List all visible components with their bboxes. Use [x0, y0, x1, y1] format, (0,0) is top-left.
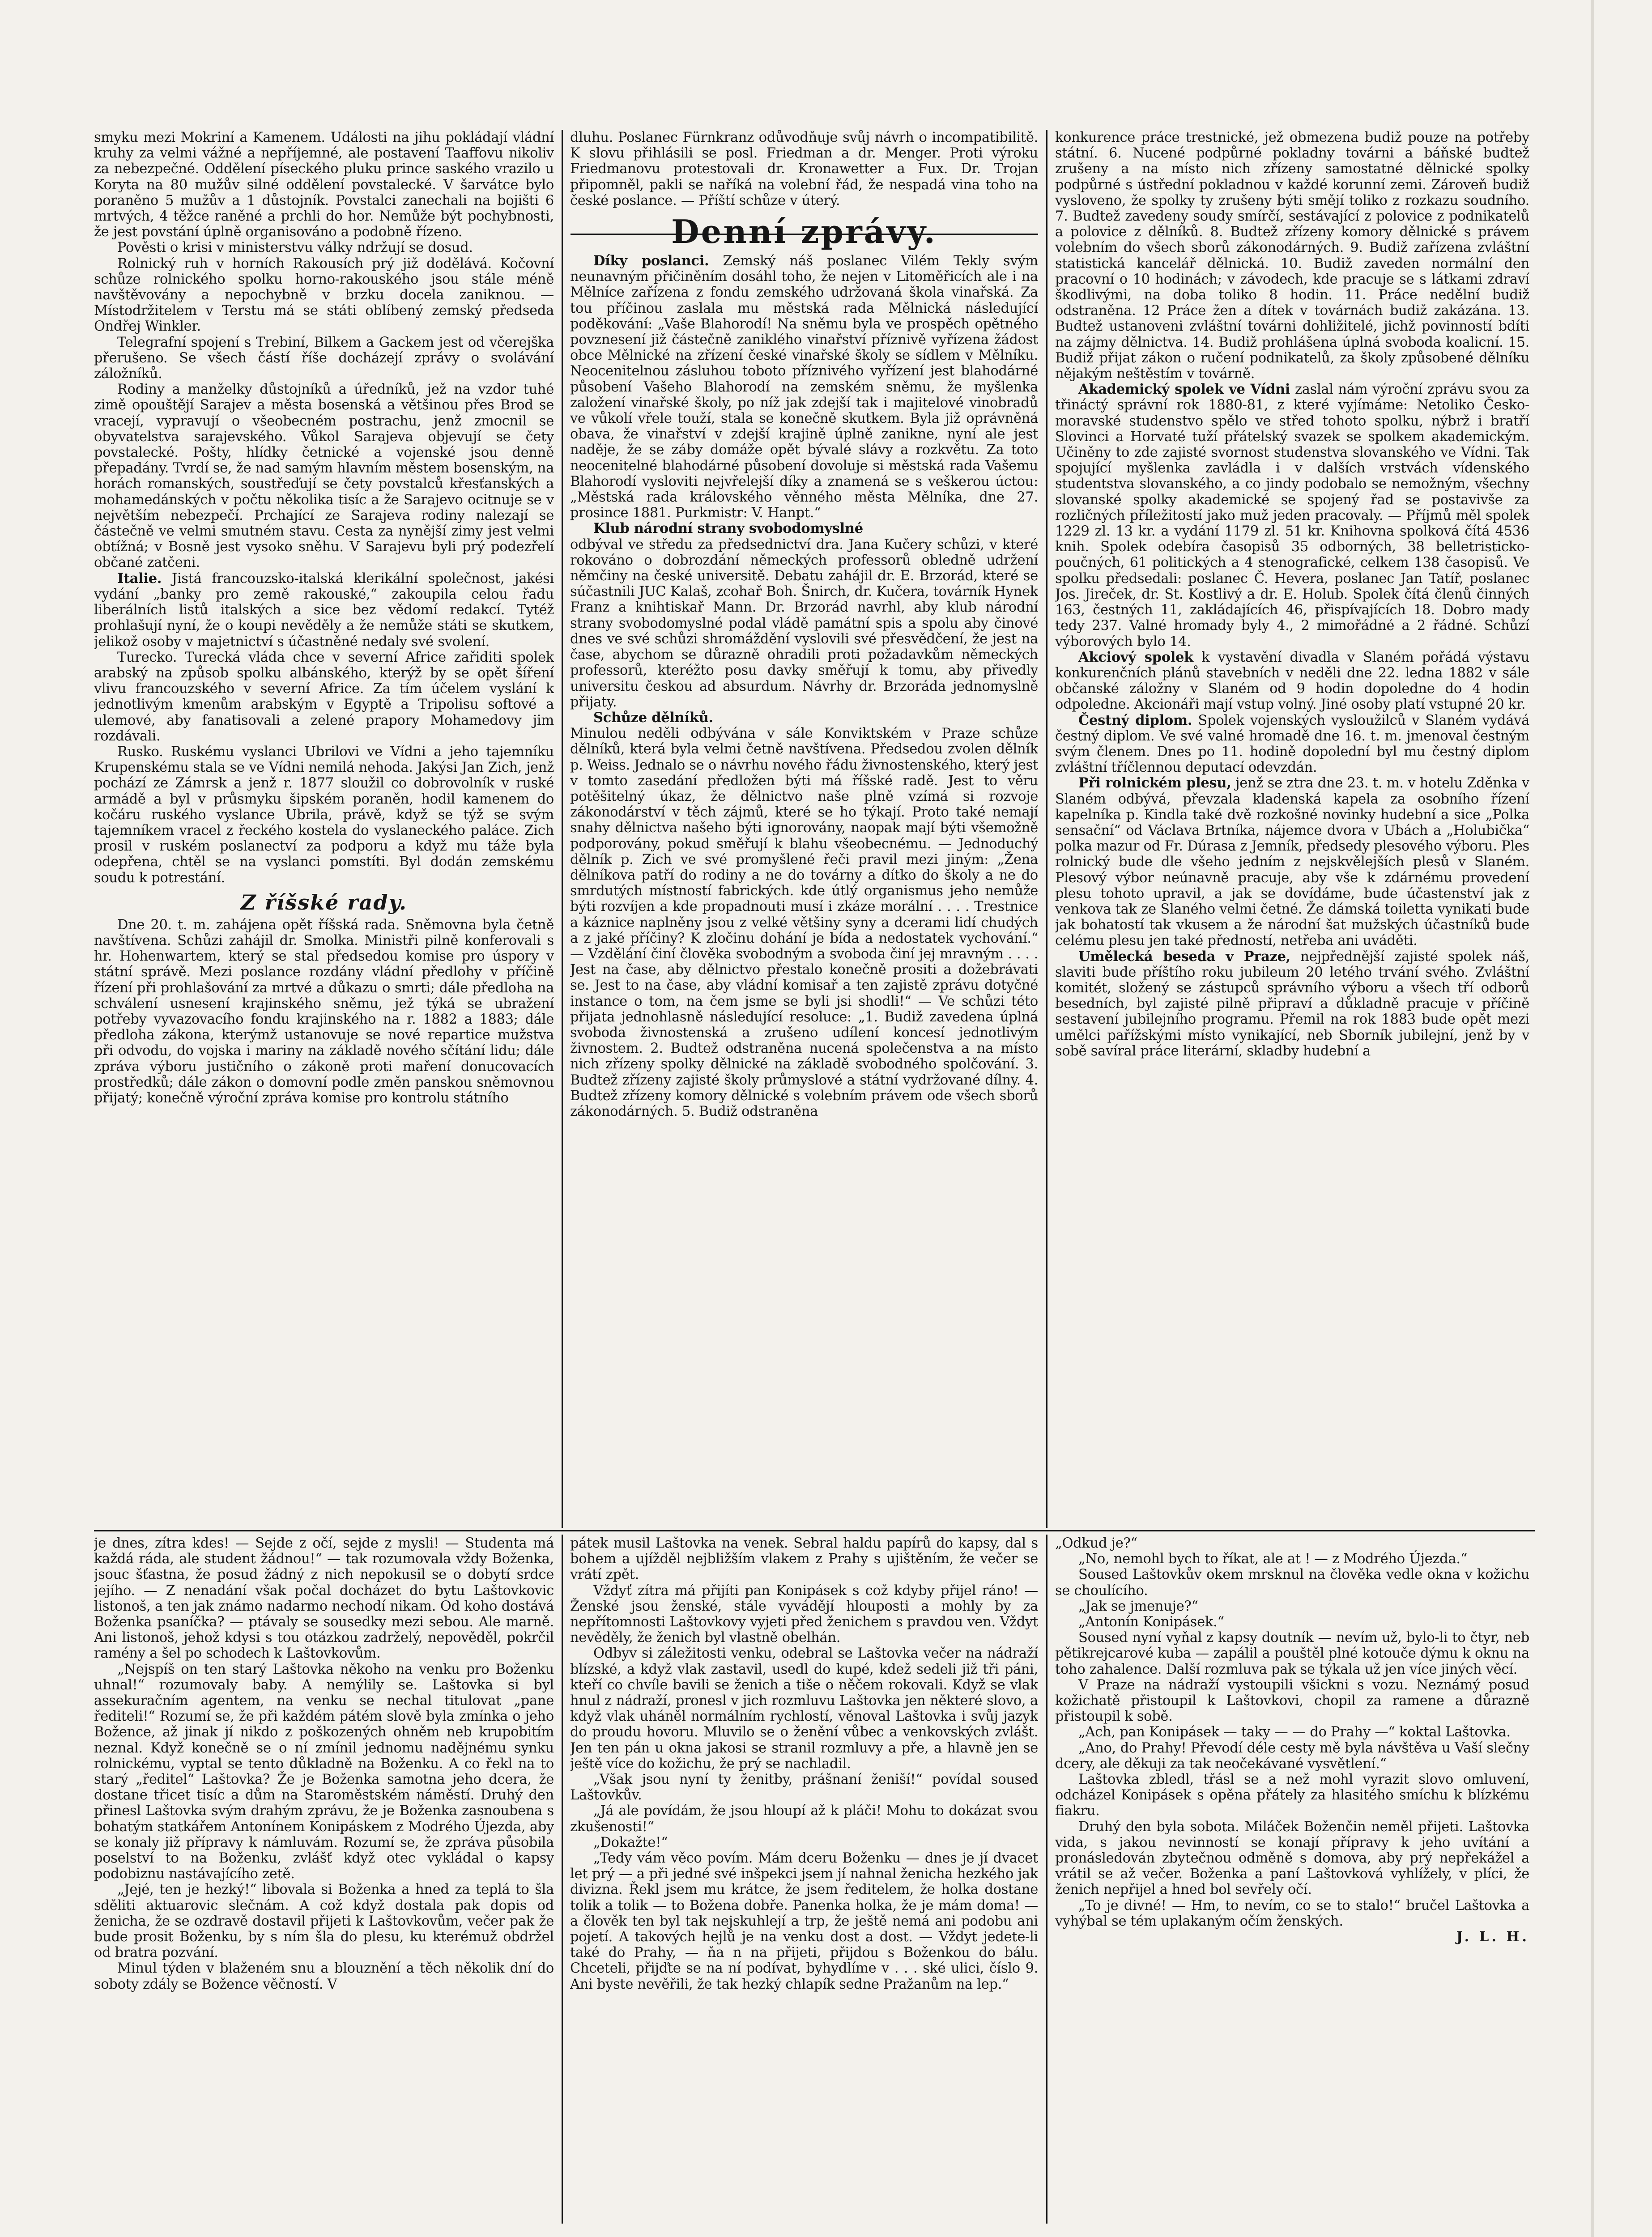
upper-column-1: [94, 130, 554, 1528]
article-paragraph: Umělecká beseda v Praze, nejpřednější zajisté spolek náš, slaviti bude příštího roku jubileum 20 letého trvání svého. Zvláštní komitét, složený se zástupců správního výboru a všech tří odborů besedních, byl zajisté pilně připraví a důkladně pracuje v příčině sestavení jubilejního programu. Přemil na rok 1883 bude opět mezi umělci pařížskými místo vynikající, neb Sborník jubilejní, jenž by v sobě savíral práce literární, skladby hudební a: [1055, 948, 1529, 1059]
lead-in: Díky poslanci.: [593, 253, 709, 269]
article-paragraph: „Já ale povídám, že jsou hloupí až k pláči! Mohu to dokázat svou zkušenosti!“: [570, 1803, 1038, 1835]
column-rule: [1046, 130, 1047, 1528]
article-paragraph: Akciový spolek k vystavění divadla v Slaném pořádá výstavu konkurenčních plánů stavebních v neděli dne 22. ledna 1882 v sále občanské záložny v Slaném od 9 hodin dopoledne do 4 hodin odpoledne. Akcionáři mají vstup volný. Jiné osoby platí vstupné 20 kr.: [1055, 649, 1529, 713]
article-paragraph: Turecko. Turecká vláda chce v severní Africe zařiditi spolek arabský na způsob spolku albánského, kterýž by se opět šíření vlivu francouzského v severní Africe. Za tím účelem vyslání k jednotlivým kmenům arabským v Egyptě a Tripolisu softové a ulemové, aby fanatisovali a zelené prapory Mohamedovy jim rozdávali.: [94, 649, 554, 744]
section-heading: Z říšské rady.: [241, 890, 407, 914]
article-paragraph: Díky poslanci. Zemský náš poslanec Vilém Tekly svým neunavným přičiněním dosáhl toho, že nejen v Litoměřicích ale i na Mělníce zařízena z fondu zemského udržovaná škola vinařská. Za tou příčinou zaslala mu městská rada Mělnická následující poděkování: „Vaše Blahorodí! Na sněmu byla ve prospěch opětného povznesení již částečně zaniklého vinařství příznivě vyřízena žádost obce Mělnické na zřízení české vinařské školy se sídlem v Mělníku. Neocenitelnou zásluhou toboto příznivého vyřízení jest blahodárné působení Vašeho Blahorodí na zemském sněmu, že myšlenka založení vinařské školy, po níž jak zdejší tak i majitelové vinobradů ve vůkolí vřele touží, stala se konečně skutkem. Byla již oprávněná obava, že vinařství v zdejší krajině úplně zanikne, nyní ale jest naděje, že se záby domáže opět bývalé slávy a rozkvětu. Za toto neocenitelné blahodárné působení dovoluje si městská rada Vašemu Blahorodí vysloviti nejvřelejší díky a znamená se s veškerou úctou: „Městská rada královského věnného města Mělníka, dne 27. prosince 1881. Purkmistr: V. Hanpt.“: [570, 253, 1038, 521]
article-paragraph: „Dokažte!“: [593, 1834, 668, 1850]
lead-in: Akciový spolek: [1078, 649, 1193, 665]
column-rule: [562, 130, 563, 1528]
article-paragraph: „Však jsou nyní ty ženitby, prášnaní ženiší!“ povídal soused Laštovkův.: [570, 1772, 1038, 1803]
article-paragraph: „Antonín Konipásek.“: [1078, 1614, 1224, 1630]
article-paragraph: Vždyť zítra má přijíti pan Konipásek s což kdyby přijel ráno! — Ženské jsou ženské, stále vyvádějí hlouposti a mohly by za nepřítomnosti Laštovkovy vyjeti před ženichem s pravdou ven. Vždyt nevěděly, že ženich byl vlastně obelhán.: [570, 1582, 1038, 1646]
article-paragraph: Druhý den byla sobota. Miláček Boženčin neměl přijeti. Laštovka vida, s jakou nevinností se konají přípravy k jeho uvítání a pronásledován zbytečnou odměně s domova, aby prý nepřekážel a vrátil se až večer. Boženka a paní Laštovková vyhlížely, v plíci, že ženich nepřijel a hned bol sevřely očí.: [1055, 1819, 1529, 1898]
section-rule: [94, 1530, 1535, 1531]
column-rule: [562, 1535, 563, 2224]
lead-in: Při rolnickém plesu,: [1078, 775, 1231, 791]
binding-edge: [1591, 0, 1594, 2237]
author-signature: J. L. H.: [1456, 1929, 1529, 1945]
article-paragraph: V Praze na nádraží vystoupili všickni s vozu. Neznámý posud kožichatě přistoupil k Laštovkovi, chopil za ramene a důrazně přistoupil k sobě.: [1055, 1677, 1529, 1725]
article-paragraph: „Ano, do Prahy! Převodí déle cesty mě byla návštěva u Vaší slečny dcery, ale děkuji za tak neočekávané vysvětlení.“: [1055, 1740, 1529, 1772]
article-paragraph: Rodiny a manželky důstojníků a úředníků, jež na vzdor tuhé zimě opouštějí Sarajev a města bosenská a většinou přes Brod se vracejí, vypravují o všeobecném postrachu, jenž zmocnil se obyvatelstva sarajevského. Vůkol Sarajeva objevují se čety povstalecké. Pošty, hlídky četnické a vojenské jsou denně přepadány. Tvrdí se, že nad samým hlavním městem bosenským, na horách romanských, soustřeďují se čety povstalců křesťanských a mohamedánských v počtu několika tisíc a že Sarajevo ocitnuje se v největším nebezpečí. Prchající ze Sarajeva rodiny nalezají se částečně ve velmi smutném stavu. Cesta za nynější zimy jest velmi obtížná; v Bosně jest vysoko sněhu. V Sarajevu byli prý podezřelí občané zatčeni.: [94, 382, 554, 571]
article-paragraph: „Nejspíš on ten starý Laštovka někoho na venku pro Boženku uhnal!“ rozumovaly baby. A nemýlily se. Laštovka si byl assekuračním agentem, na venku se nechal titulovat „pane řediteli!“ Rozumí se, že při každém pátém slově byla zmínka o jeho Božence, až jinak jí nikdo z poškozených ohněm neb krupobitím neznal. Když konečně se o ní zmínil jednomu nadějnému synku rolnickému, vyptal se tento důkladně na Boženku. A co řekl na to starý „ředitel“ Laštovka? Že je Boženka samotna jeho dcera, že dostane třicet tisíc a dům na Staroměstském náměstí. Druhý den přinesl Laštovka svým drahým zprávu, že je Boženka zasnoubena s bohatým statkářem Antonínem Konipáskem z Modrého Újezda, aby se konaly již přípravy k námluvám. Rozumí se, že zpráva působila poselství to na Boženku, zvlášť když otec vykládal o kapsy podobiznu nastávajícího zetě.: [94, 1661, 554, 1882]
lower-column-2: [570, 1535, 1038, 2224]
article-paragraph: „Tedy vám věco povím. Mám dceru Boženku — dnes je jí dvacet let prý — a při jedné své inšpekci jsem jí nahnal ženicha hezkého jak divizna. Řekl jsem mu krátce, že jsem ředitelem, že holka dostane tolik a tolik — to Božena dobře. Panenka holka, že je mám doma! — a člověk ten byl tak nejskuhlejí a trp, že ještě nemá ani podobu ani pojetí. A takových hejlů je na venku dost a dost. — Vždyt jedete-li také do Prahy, — ňa n na přijeti, přijdou s Boženkou do bálu. Chceteli, přijďte se na ní podívat, byhydlíme v . . . ské ulici, číslo 9. Ani byste nevěřili, že tak hezký chlapík sedne Pražanům na lep.“: [570, 1850, 1038, 1992]
article-paragraph: Akademický spolek ve Vídni zaslal nám výroční zprávu svou za třináctý správní rok 1880-81, z které vyjímáme: Netoliko Česko-moravské studenstvo spělo ve střed tohoto spolku, nýbrž i bratří Slovinci a Horvaté tuží přátelský svazek se spolkem akademickým. Učiněny to zde zajisté svornost studenstva slovanského ve Vídni. Tak spojující myšlenka zavládla i v dalších vrstvách vídenského studentstva slovanského, a co jindy podobalo se nemožným, všechny slovanské spolky akademické se spojený řad se postavivše za rozličných příležitostí jako muž jeden pracovaly. — Příjmů měl spolek 1229 zl. 13 kr. a vydání 1179 zl. 51 kr. Knihovna spolková čítá 4536 knih. Spolek odebíra časopisů 35 odborných, 38 belletristicko-poučných, 61 politických a 4 stenografické, celkem 138 časopisů. Ve spolku předsedali: poslanec Č. Hevera, poslanec Jan Tatíř, poslanec Jos. Jireček, dr. St. Kostlivý a dr. E. Holub. Spolek čítá členů činných 163, čestných 11, zakládajících 46, přispívajících 18. Dobro mady tedy 237. Valné hromady byly 4., 2 mimořádné a 2 řádné. Schůzí výborových bylo 14.: [1055, 381, 1529, 650]
article-paragraph: Laštovka zbledl, třásl se a než mohl vyrazit slovo omluvení, odcházel Konipásek s opěna přátely za hlasitého smíchu k blízkému fiakru.: [1055, 1772, 1529, 1819]
article-heading: Schůze dělníků.: [593, 709, 713, 726]
article-paragraph: Rusko. Ruskému vyslanci Ubrilovi ve Vídni a jeho tajemníku Krupenskému stala se ve Vídni nemilá nehoda. Jakýsi Jan Zich, jenž pochází ze Zámrsk a jenž r. 1877 sloužil co dobrovolník v ruské armádě a byl v průsmyku šipském poraněn, hodil kamenem do kočáru ruského vyslance Ubrila, právě, když se týž se svým tajemníkem vracel z řeckého kostela do vyslaneckého paláce. Zich prosil v ruském poslanectví za podporu a když mu táže byla odepřena, chtěl se na vyslanci pomstíti. Byl dodán zemskému soudu k potrestání.: [94, 744, 554, 886]
article-paragraph: Odbyv si záležitosti venku, odebral se Laštovka večer na nádraží blízské, a když vlak zastavil, usedl do kupé, kdež sedeli již tři páni, kteří co chvíle bavili se ženich a tiše o něčem rokovali. Když se vlak hnul z nádraží, pronesl v jich rozmluvu Laštovka jen některé slovo, a když vlak uháněl normálním rychlostí, věnoval Laštovka i svůj jazyk do proudu hovoru. Mluvilo se o ženění vůbec a venkovských zvlášt. Jen ten pán u okna jakosi se stranil rozmluvy a pře, a hlavně jen se ještě více do kožichu, že prý se nachladil.: [570, 1646, 1038, 1772]
article-paragraph: Italie. Jistá francouzsko-italská klerikální společnost, jakési vydání „banky pro země rakouské,“ zakoupila celou řadu liberálních listů italských a sice bez vědomí redakcí. Tytéž prohlašují nyní, že o koupi nevěděly a že nemůže státi se skutkem, jelikož osoby v majetnictví s účastněné nedaly své svolení.: [94, 570, 554, 650]
article-paragraph: Při rolnickém plesu, jenž se ztra dne 23. t. m. v hotelu Zděnka v Slaném odbývá, převzala kladenská kapela za osobního řízení kapelníka p. Kindla také dvě rozkošné novinky hudební a sice „Polka sensační“ od Václava Brtníka, nájemce dvora v Ubách a „Holubička“ polka mazur od Fr. Dúrasa z Jemník, předsedy plesového výboru. Ples rolnický bude dle všeho jedním z nejskvělejších plesů v Slaném. Plesový výbor neúnavně pracuje, aby vše k zdárnému provedení plesu tohoto upravil, a jak se dovídáme, bude účastenství jak z venkova tak ze Slaného velmi četné. Že dámská toiletta vynikati bude jak bohatostí tak vkusem a že národní šat mužských účastníků bude celému plesu jen také předností, netřeba ani uváděti.: [1055, 775, 1529, 949]
article-paragraph: Rolnický ruh v horních Rakousích prý již dodělává. Kočovní schůze rolnického spolku horno-rakouského jsou stále méně navštěvovány a nepochybně v brzku docela zaniknou. — Místodržitelem v Terstu má se státi oblíbený zemský předseda Ondřej Winkler.: [94, 255, 554, 335]
lead-in: Umělecká beseda v Praze,: [1078, 948, 1291, 965]
lead-in: Čestný diplom.: [1078, 712, 1192, 728]
article-paragraph: Minulou neděli odbývána v sále Konviktském v Praze schůze dělníků, která byla velmi četně navštívena. Předsedou zvolen dělník p. Weiss. Jednalo se o návrhu nového řádu živnostenského, který jest v tomto zasedání předložen býti má říšské radě. Jest to věru potěšitelný úkaz, že dělnictvo naše plně vzímá si rozvoje zákonodárství v těch zájmů, které se ho týkají. Proto také nemají snahy dělnictva našeho býti ignorovány, naopak mají býti všemožně podporovány, pokud směřují k blahu všeobecnému. — Jednoduchý dělník p. Zich ve své promyšlené řeči pravil mezi jiným: „Žena dělníkova patří do rodiny a ne do továrny a dítko do školy a ne do smrdutých místností fabrických. kde útlý organismus jeho nemůže býti rozvíjen a kde propadnouti musí i zkáze morální . . . . Trestnice a káznice naplněny jsou z velké většiny syny a dcerami lidí chudých a z jaké příčiny? K zločinu dohání je bída a nedostatek vychování.“ — Vzdělání činí člověka svobodným a svoboda činí jej mravným . . . . Jest na čase, aby dělnictvo přestalo konečně prositi a dožebrávati se. Jest to na čase, aby vládní komisař a ten zajistě zprávu dotyčné instance o tom, na čem jsme se byli jsi shodli!“ — Ve schůzi této přijata jednohlasně následující resoluce: „1. Budiž zavedena úplná svoboda živnostenská a zrušeno udílení koncesí jednotlivým živnostem. 2. Budtež odstraněna nucená společenstva a na místo nich zřízeny spolky dělnické na základě svobodného spolčování. 3. Budtež zřízeny zajisté školy průmyslové a státní vydržované dílny. 4. Budtež zřízeny komory dělnické s volebním právem ode všech sborů zákonodárných. 5. Budiž odstraněna: [570, 726, 1038, 1119]
article-paragraph: Minul týden v blaženém snu a blouznění a těch několik dní do soboty zdály se Božence věčností. V: [94, 1961, 554, 1992]
article-paragraph: pátek musil Laštovka na venek. Sebral haldu papírů do kapsy, dal s bohem a ujížděl nejbližším vlakem z Prahy s ujištěním, že večer se vrátí zpět.: [570, 1535, 1038, 1583]
upper-column-2: [570, 130, 1038, 1528]
lead-in: Akademický spolek ve Vídni: [1078, 381, 1290, 398]
article-paragraph: „Ach, pan Konipásek — taky — — do Prahy —“ koktal Laštovka.: [1078, 1724, 1511, 1740]
article-paragraph: „To je divné! — Hm, to nevím, co se to stalo!“ bručel Laštovka a vyhýbal se tém uplakaným očím ženských.: [1055, 1897, 1529, 1929]
lower-column-1: [94, 1535, 554, 2224]
article-paragraph: „No, nemohl bych to říkat, ale at ! — z Modrého Újezda.“: [1078, 1551, 1468, 1567]
newspaper-page: [94, 130, 1535, 2237]
lower-column-3: [1055, 1535, 1529, 2224]
article-paragraph: „Odkud je?“: [1055, 1535, 1137, 1551]
column-rule: [1046, 1535, 1047, 2224]
article-paragraph: Telegrafní spojení s Trebiní, Bilkem a Gackem jest od včerejška přerušeno. Se všech částí říše docházejí zprávy o svolávání záložníků.: [94, 334, 554, 382]
article-paragraph: Pověsti o krisi v ministerstvu války ndržují se dosud.: [117, 240, 473, 256]
article-paragraph: odbýval ve středu za předsednictví dra. Jana Kučery schůzi, v které rokováno o dobrozdání německých professorů obledně udržení němčiny na české universitě. Debatu zahájil dr. E. Brzorád, které se súčastnili JUC Kalaš, zcohař Boh. Šnirch, dr. Kučera, továrník Hynek Franz a knihtiskař Mann. Dr. Brzorád navrhl, aby klub národní strany svobodomyslné podal vládě památní spis a spolu aby činové dnes ve své schůzi shromáždění vyslovili své přesvědčení, že jest na čase, abychom se důrazně ohradili proti požadavkům německých professorů, kteréžto posu davky směřují k tomu, aby přivedly universitu českou ad absurdum. Návrhy dr. Brzoráda jednomyslně přijaty.: [570, 536, 1038, 710]
upper-column-3: [1055, 130, 1529, 1528]
article-paragraph: je dnes, zítra kdes! — Sejde z očí, sejde z mysli! — Studenta má každá ráda, ale student žádnou!“ — tak rozumovala vždy Boženka, jsouc šťastna, že posud žádný z nich nepokusil se o dobytí srdce jejího. — Z nenadání však počal docházet do bytu Laštovkovic listonoš, a ten jak známo nadarmo nechodí nikam. Od koho dostává Boženka psaníčka? — ptávaly se sousedky mezi sebou. Ale marně. Ani listonoš, jehož kdysi s tou otázkou zadrželý, nepověděl, pokrčil ramény a šel po schodech k Laštovkovům.: [94, 1535, 554, 1662]
article-heading: Klub národní strany svobodomyslné: [593, 520, 863, 537]
article-paragraph: Čestný diplom. Spolek vojenských vysloužilců v Slaném vydává čestný diplom. Ve své valné hromadě dne 16. t. m. jmenoval čestným svým členem. Dnes po 11. hodině dopolední byl mu čestný diplom zvláštní tříčlennou deputací odevzdán.: [1055, 712, 1529, 776]
article-paragraph: Dne 20. t. m. zahájena opět říšská rada. Sněmovna byla četně navštívena. Schůzi zahájil dr. Smolka. Ministři pilně konferovali s hr. Hohenwartem, který se stal předsedou komise pro úspory v státní správě. Mezi poslance rozdány vládní předlohy v příčině řízení při prohlašování za mrtvé a důkazu o smrti; dále předloha na schválení usnesení krajinského sněmu, jež týká se ubražení potřeby vyvazovacího fondu krajinského na r. 1882 a 1883; dále předloha zákona, kterýmž ustanovuje se nové repartice mužstva při odvodu, do vojska i mariny na základě nového sčítání lidu; dále zpráva výboru justičního o zákoně proti maření donucovacích prostředků; dále zákon o domovní podle změn panskou sněmovnou přijatý; konečně výroční zpráva komise pro kontrolu státního: [94, 917, 554, 1106]
lead-in: Italie.: [117, 570, 162, 587]
article-paragraph: „Jejé, ten je hezký!“ libovala si Boženka a hned za teplá to šla sděliti aktuarovic slečnám. A což když dostala pak dopis od ženicha, že se ozdravě dostavil přijeti k Laštovkovům, večer pak že bude prosit Boženku, by s ním šla do plesu, ku kterémuž obdržel od bratra pozvání.: [94, 1882, 554, 1961]
article-paragraph: smyku mezi Mokriní a Kamenem. Události na jihu pokládají vládní kruhy za velmi vážné a nepříjemné, ale postavení Taaffovu nikoliv za nebezpečné. Oddělení píseckého pluku prince saského vrazilo u Koryta na 80 mužův silné oddělení povstalecké. V šarvátce bylo poraněno 5 mužův a 1 důstojník. Povstalci zanechali na bojišti 6 mrtvých, 4 těžce raněné a prchli do hor. Nemůže být pochybnosti, že jest povstání úplně organisováno a podobně řízeno.: [94, 130, 554, 240]
article-paragraph: Soused Laštovkův okem mrsknul na člověka vedle okna v kožichu se choulícího.: [1055, 1567, 1529, 1599]
article-paragraph: dluhu. Poslanec Fürnkranz odůvodňuje svůj návrh o incompatibilitě. K slovu přihlásili se posl. Friedman a dr. Menger. Proti výroku Friedmanovu protestovali dr. Kronawetter a Fux. Dr. Trojan připomněl, pakli se naříká na volební řád, že nespadá vina toho na české poslance. — Příští schůze v úterý.: [570, 130, 1038, 208]
section-masthead: Denní zprávy.: [671, 213, 937, 251]
article-paragraph: Soused nyní vyňal z kapsy doutník — nevím už, bylo-li to čtyr, neb pětikrejcarové kuba — zapálil a pouštěl plné kotouče dýmu k oknu na toho zahalence. Další rozmluva pak se týkala už jen více jiných věcí.: [1055, 1630, 1529, 1677]
article-paragraph: konkurence práce trestnické, jež obmezena budiž pouze na potřeby státní. 6. Nucené podpůrné pokladny továrni a báňské budtež zrušeny a na místo nich zřízeny samostatné dělnické spolky podpůrné s ústřední pokladnou v každé korunní zemi. Zároveň budiž vysloveno, že spolky ty zrušeny býti smějí toliko z rozkazu soudního. 7. Budtež zavedeny soudy smírčí, sestávající z polovice z podnikatelů a polovice z dělníků. 8. Budtež zřízeny komory dělnické s právem volebním do všech sborů zákonodárných. 9. Budiž zařízena zvláštní statistická kancelář dělnická. 10. Budiž zaveden normální den pracovní o 10 hodinách; v závodech, kde pracuje se s látkami zdraví škodlivými, na doba toliko 8 hodin. 11. Práce nedělní budiž odstraněna. 12 Práce žen a dítek v továrnách budiž zakázána. 13. Budtež ustanoveni zvláštní továrni dohližitelé, jichž povinností bdíti na zájmy dělnictva. 14. Budiž prohlášena úplná svoboda koalicní. 15. Budiž přijat zákon o ručení podnikatelů, za školy způsobené dělníku nějakým neštěstím v továrně.: [1055, 130, 1529, 382]
article-paragraph: „Jak se jmenuje?“: [1078, 1598, 1198, 1614]
